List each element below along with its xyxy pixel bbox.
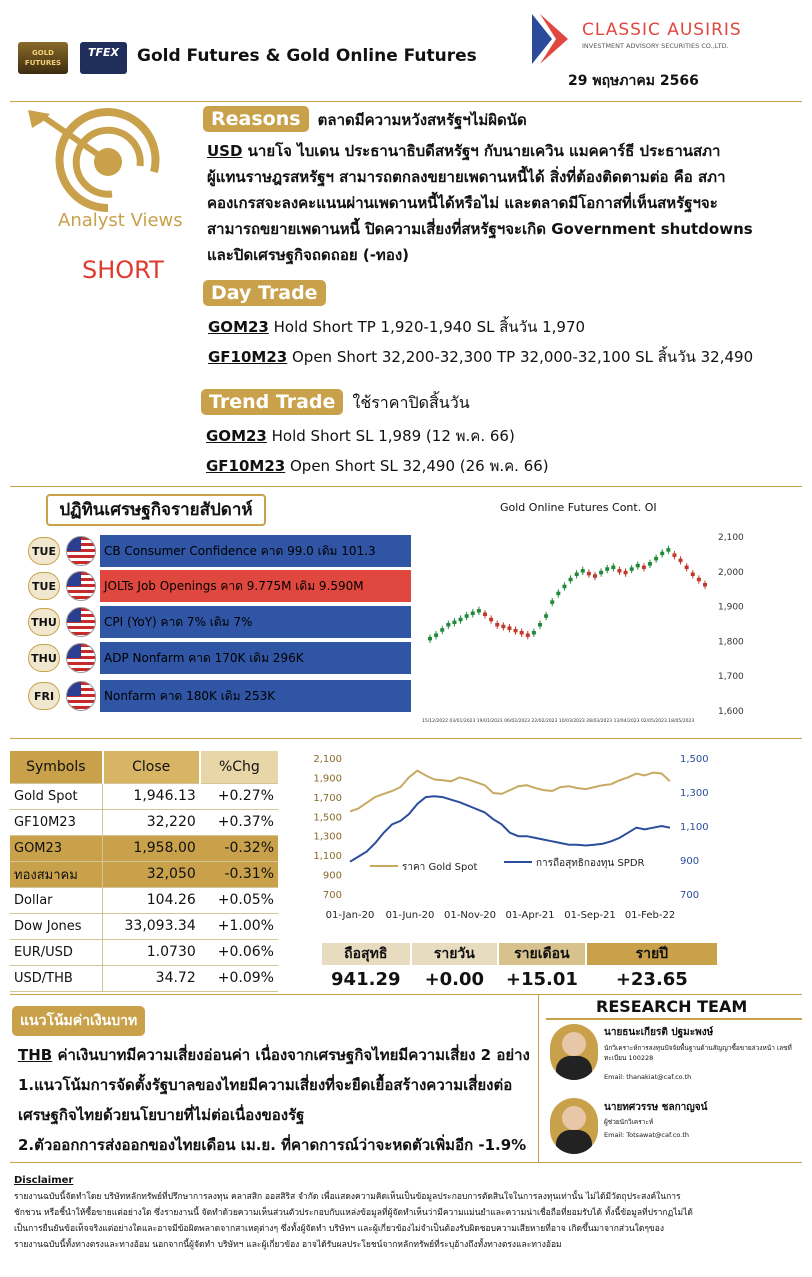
event-day: TUE — [28, 537, 60, 565]
oi-candle — [507, 626, 511, 629]
table-row — [10, 783, 278, 809]
table-cell-symbol: ทองสมาคม — [10, 861, 103, 887]
report-date: 29 พฤษภาคม 2566 — [568, 73, 699, 89]
oi-candle — [471, 612, 475, 615]
table-cell-close: 33,093.34 — [103, 913, 200, 939]
oi-candle — [581, 569, 585, 572]
baht-symbol: THB — [18, 1046, 53, 1064]
reasons-header — [203, 106, 527, 132]
table-cell-symbol: EUR/USD — [10, 939, 103, 965]
y-tick-label-left: 700 — [322, 890, 342, 901]
reasons-body — [207, 138, 753, 268]
oi-candle — [434, 633, 438, 636]
table-cell-close: 34.72 — [103, 965, 200, 991]
section-divider — [10, 486, 802, 487]
disclaimer-title: Disclaimer — [14, 1175, 74, 1186]
table-row — [10, 861, 278, 887]
y-tick-label: 1,600 — [718, 707, 744, 717]
avatar — [550, 1098, 598, 1154]
disclaimer-line: เป็นการยืนยันข้อเท็จจริงแต่อย่างใดและอาจมีข้อผิดพลาดจากสาเหตุต่างๆ ซึ่งทั้งผู้จัดทำ บริษัทฯ และผู้เกี่ยวข้องไม่จำเป็นต้องรับผิดชอบความเสียหายที่อาจ เกิดขึ้นมาจากส่วนใดๆของ — [14, 1224, 664, 1234]
trend-trade-header — [201, 389, 470, 416]
section-divider — [10, 738, 802, 739]
spdr-stat-value: +0.00 — [424, 969, 485, 990]
calendar-title: ปฏิทินเศรษฐกิจรายสัปดาห์ — [46, 494, 266, 526]
calendar-event — [28, 570, 413, 602]
oi-candle — [538, 623, 542, 626]
disclaimer-line: รายงานฉบับนี้ทั้งทางตรงและทางอ้อม นอกจากนี้ผู้จัดทำ บริษัทฯ และผู้เกี่ยวข้อง อาจได้รับผลประโยชน์จากหลักทรัพย์ที่ระบุอ้างถึงทั้งทางตรงและทางอ้อม — [14, 1240, 562, 1250]
reasons-line: ผู้แทนราษฎรสหรัฐฯ สามารถตกลงขยายเพดานหนี้ได้ สิ่งที่ต้องติดตามต่อ คือ สภา — [207, 168, 726, 186]
oi-candle — [654, 557, 658, 560]
company-name: CLASSIC AUSIRIS — [582, 20, 742, 40]
x-tick-label: 01-Jan-20 — [325, 910, 375, 921]
table-cell-close: 32,220 — [103, 809, 200, 835]
oi-candle — [691, 573, 695, 576]
disclaimer — [14, 1173, 693, 1253]
disclaimer-line: ชักชวน หรือชี้นำให้ซื้อขายแต่อย่างใด ซึ่งรายงานนี้ จัดทำด้วยความเห็นส่วนตัวประกอบกับแหล่งข้อมูลที่ผู้จัดทำเห็นว่ามีความแม่นยำและความน่าเชื่อถือที่ยอมรับได้ ทั้งนี้ข้อมูลที่ปรากฏไม่ได้ — [14, 1208, 693, 1218]
event-text: ADP Nonfarm คาด 170K เดิม 296K — [100, 642, 411, 674]
trend-trade-note: ใช้ราคาปิดสิ้นวัน — [352, 393, 470, 412]
oi-candle — [642, 566, 646, 569]
oi-candle — [703, 583, 707, 586]
oi-candle — [685, 566, 689, 569]
oi-candle — [520, 631, 524, 634]
event-day: THU — [28, 644, 60, 672]
symbols-table — [10, 751, 278, 992]
us-flag-icon — [66, 681, 96, 711]
table-cell-close: 1,958.00 — [103, 835, 200, 861]
oi-candle — [605, 567, 609, 570]
event-day: FRI — [28, 682, 60, 710]
table-cell-symbol: Gold Spot — [10, 783, 103, 809]
y-tick-label-left: 1,700 — [313, 792, 342, 804]
spdr-stat-value: +15.01 — [505, 969, 578, 990]
table-header: Symbols — [10, 751, 103, 783]
y-tick-label: 1,800 — [718, 637, 744, 648]
analyst-view-short: SHORT — [82, 256, 164, 284]
table-cell-close: 1.0730 — [103, 939, 200, 965]
table-cell-chg: +1.00% — [200, 913, 278, 939]
classic-ausiris-logo-icon — [528, 10, 576, 68]
y-tick-label-right: 1,500 — [680, 754, 709, 765]
y-tick-label-left: 2,100 — [313, 754, 342, 765]
y-tick-label: 2,000 — [718, 567, 744, 578]
table-header: %Chg — [200, 751, 278, 783]
y-tick-label-left: 1,900 — [313, 773, 342, 785]
event-text: JOLTs Job Openings คาด 9.775M เดิม 9.590M — [100, 570, 411, 602]
oi-candle — [428, 637, 432, 640]
spdr-stats — [322, 943, 717, 995]
reasons-headline: ตลาดมีความหวังสหรัฐฯไม่ผิดนัด — [317, 111, 527, 129]
oi-candle — [514, 629, 518, 632]
oi-candle — [599, 571, 603, 574]
oi-candle — [532, 631, 536, 634]
x-tick-labels: 15/12/2022 03/01/2023 19/01/2023 06/02/2023 22/02/2023 10/03/2023 28/03/2023 13/04/2023 02/05/2023 18/05/2023 — [422, 719, 695, 724]
baht-line: 2.ตัวออกการส่งออกของไทยเดือน เม.ย. ที่คาดการณ์ว่าจะหดตัวเพิ่มอีก -1.9% — [18, 1136, 527, 1154]
y-tick-label-right: 900 — [680, 856, 700, 867]
disclaimer-line: รายงานฉบับนี้จัดทำโดย บริษัทหลักทรัพย์ที่ปรึกษาการลงทุน คลาสสิก ออสสิริส จำกัด เพื่อแสดงความคิดเห็นเป็นข้อมูลประกอบการตัดสินใจในการลงทุนเท่านั้น ไม่ได้มีวัตถุประสงค์ในการ — [14, 1192, 681, 1202]
oi-candle — [446, 623, 450, 626]
company-subtitle: INVESTMENT ADVISORY SECURITIES CO.,LTD. — [582, 42, 729, 50]
oi-candle — [495, 623, 499, 626]
spdr-stat-header: รายปี — [587, 943, 717, 965]
table-cell-symbol: GOM23 — [10, 835, 103, 861]
table-cell-chg: +0.09% — [200, 965, 278, 991]
table-cell-chg: -0.31% — [200, 861, 278, 887]
y-tick-label: 1,900 — [718, 602, 744, 613]
oi-candle — [569, 578, 573, 581]
oi-candle — [648, 562, 652, 565]
event-day: TUE — [28, 572, 60, 600]
team-member-name: นายธนะเกียรติ ปฐมะพงษ์ — [604, 1027, 714, 1038]
reasons-line: และปิดเศรษฐกิจถดถอย (-ทอง) — [207, 246, 410, 264]
oi-candle — [544, 614, 548, 617]
table-cell-close: 104.26 — [103, 887, 200, 913]
x-tick-label: 01-Apr-21 — [505, 910, 555, 921]
table-row — [10, 965, 278, 991]
target-arrow-icon — [20, 108, 190, 218]
oi-candle — [459, 618, 463, 621]
legend-label: ราคา Gold Spot — [402, 862, 478, 873]
table-row — [10, 939, 278, 965]
oi-candle — [465, 614, 469, 617]
table-row — [10, 835, 278, 861]
x-tick-label: 01-Jun-20 — [385, 910, 435, 921]
oi-candle — [526, 633, 530, 636]
series-line-1 — [350, 796, 670, 861]
calendar-event — [28, 535, 413, 567]
legend-label: การถือสุทธิกองทุน SPDR — [536, 858, 645, 869]
calendar-event — [28, 606, 413, 638]
gold-spdr-chart — [290, 746, 710, 926]
x-tick-label: 01-Nov-20 — [444, 910, 496, 921]
x-tick-label: 01-Feb-22 — [624, 910, 676, 921]
page-title: Gold Futures & Gold Online Futures — [137, 46, 477, 66]
y-tick-label: 2,100 — [718, 533, 744, 543]
oi-candle — [587, 572, 591, 575]
team-member-name: นายทศวรรษ ชลกาญจน์ — [604, 1102, 708, 1113]
oi-candle — [660, 552, 664, 555]
table-cell-symbol: Dow Jones — [10, 913, 103, 939]
oi-candle — [672, 553, 676, 556]
research-team-title: RESEARCH TEAM — [596, 997, 748, 1016]
oi-candle — [666, 548, 670, 551]
series-line-0 — [350, 771, 670, 812]
reasons-label: Reasons — [203, 106, 309, 132]
team-member-email: Email: thanakiat@caf.co.th — [604, 1073, 692, 1081]
event-day: THU — [28, 608, 60, 636]
analyst-views-label: Analyst Views — [58, 210, 183, 231]
table-header: Close — [103, 751, 200, 783]
oi-candle — [575, 573, 579, 576]
team-member-email: Email: Totsawat@caf.co.th — [604, 1131, 690, 1139]
baht-label: แนวโน้มค่าเงินบาท — [12, 1006, 145, 1036]
reasons-line: คองเกรสจะลงคะแนนผ่านเพดานหนี้ได้หรือไม่ และตลาดมีโอกาสที่เห็นสหรัฐฯจะ — [207, 194, 718, 212]
team-member-role: นักวิเคราะห์การลงทุนปัจจัยพื้นฐานด้านสัญญาซื้อขายล่วงหน้า เลขที่ทะเบียน 100228 — [604, 1044, 792, 1062]
oi-candle — [636, 564, 640, 567]
oi-candle — [562, 585, 566, 588]
section-divider — [10, 1162, 802, 1163]
table-row — [10, 809, 278, 835]
oi-candle — [452, 621, 456, 624]
spdr-stat-header: รายวัน — [412, 943, 498, 965]
oi-candle — [611, 566, 615, 569]
day-trade-item: GF10M23 Open Short 32,200-32,300 TP 32,000-32,100 SL สิ้นวัน 32,490 — [208, 348, 754, 366]
table-cell-symbol: USD/THB — [10, 965, 103, 991]
event-text: CPI (YoY) คาด 7% เดิม 7% — [100, 606, 411, 638]
y-tick-label-right: 1,100 — [680, 822, 709, 833]
oi-candle — [477, 609, 481, 612]
oi-candle — [501, 625, 505, 628]
table-cell-chg: +0.27% — [200, 783, 278, 809]
oi-candle — [679, 559, 683, 562]
oi-candle — [483, 613, 487, 616]
baht-line: 1.แนวโน้มการจัดตั้งรัฐบาลของไทยมีความเสี่ยงที่จะยืดเยื้อสร้างความเสี่ยงต่อ — [18, 1076, 513, 1094]
reasons-symbol: USD — [207, 142, 243, 160]
y-tick-label-right: 700 — [680, 890, 700, 901]
team-member-role: ผู้ช่วยนักวิเคราะห์ — [604, 1118, 654, 1126]
spdr-stat-header: ถือสุทธิ — [322, 943, 410, 965]
table-cell-close: 32,050 — [103, 861, 200, 887]
baht-line: เศรษฐกิจไทยด้วยนโยบายที่ไม่ต่อเนื่องของรัฐ — [18, 1106, 305, 1124]
section-divider — [10, 994, 802, 995]
spdr-stat-header: รายเดือน — [499, 943, 585, 965]
vertical-divider — [538, 994, 539, 1162]
table-cell-symbol: GF10M23 — [10, 809, 103, 835]
x-tick-label: 01-Sep-21 — [564, 910, 616, 921]
oi-candle — [593, 574, 597, 577]
table-cell-symbol: Dollar — [10, 887, 103, 913]
oi-candle — [617, 569, 621, 572]
baht-body: THB ค่าเงินบาทมีความเสี่ยงอ่อนค่า เนื่องจากเศรษฐกิจไทยมีความเสี่ยง 2 อย่าง 1.แนวโน้มการจัดตั้งรัฐบาลของไทยมีความเสี่ยงที่จะยืดเยื้อสร้างความเสี่ยงต่อ เศรษฐกิจไทยด้วยนโยบายที่ไม่ต่อเนื่องของรัฐ 2.ตัวออกการส่งออกของไทยเดือน เม.ย. ที่คาดการณ์ว่าจะหดตัวเพิ่มอีก -1.9% — [18, 1040, 530, 1160]
y-tick-label: 1,700 — [718, 672, 744, 683]
table-cell-close: 1,946.13 — [103, 783, 200, 809]
oi-candle — [630, 567, 634, 570]
table-cell-chg: -0.32% — [200, 835, 278, 861]
event-text: CB Consumer Confidence คาด 99.0 เดิม 101.3 — [100, 535, 411, 567]
y-tick-label-left: 1,100 — [313, 851, 342, 863]
y-tick-label-right: 1,300 — [680, 788, 709, 799]
oi-candle — [440, 628, 444, 631]
table-cell-chg: +0.06% — [200, 939, 278, 965]
oi-candle — [550, 600, 554, 603]
us-flag-icon — [66, 607, 96, 637]
oi-chart — [420, 520, 750, 725]
event-text: Nonfarm คาด 180K เดิม 253K — [100, 680, 411, 712]
research-team-underline — [546, 1018, 802, 1020]
table-row — [10, 887, 278, 913]
tfex-logo: TFEX — [80, 42, 127, 74]
us-flag-icon — [66, 571, 96, 601]
oi-candle — [489, 618, 493, 621]
y-tick-label-left: 1,500 — [313, 812, 342, 824]
us-flag-icon — [66, 536, 96, 566]
header-divider — [10, 101, 802, 102]
reasons-line: นายโจ ไบเดน ประธานาธิบดีสหรัฐฯ กับนายเควิน แมคคาร์ธี ประธานสภา — [242, 142, 721, 160]
oi-candle — [624, 571, 628, 574]
oi-candle — [556, 592, 560, 595]
trend-trade-item: GOM23 Hold Short SL 1,989 (12 พ.ค. 66) — [206, 427, 515, 445]
day-trade-item: GOM23 Hold Short TP 1,920-1,940 SL สิ้นวัน 1,970 — [208, 318, 586, 336]
day-trade-label: Day Trade — [203, 280, 326, 306]
reasons-line: สามารถขยายเพดานหนี้ ปิดความเสี่ยงที่สหรัฐฯจะเกิด Government shutdowns — [207, 220, 753, 238]
us-flag-icon — [66, 643, 96, 673]
y-tick-label-left: 1,300 — [313, 831, 342, 843]
table-row — [10, 913, 278, 939]
trend-trade-item: GF10M23 Open Short SL 32,490 (26 พ.ค. 66) — [206, 457, 549, 475]
calendar-event — [28, 680, 413, 712]
table-cell-chg: +0.05% — [200, 887, 278, 913]
table-cell-chg: +0.37% — [200, 809, 278, 835]
calendar-event — [28, 642, 413, 674]
spdr-stat-value: 941.29 — [331, 969, 401, 990]
avatar — [550, 1024, 598, 1080]
oi-candle — [697, 578, 701, 581]
spdr-stat-value: +23.65 — [615, 969, 688, 990]
oi-chart-title: Gold Online Futures Cont. OI — [500, 501, 657, 514]
y-tick-label-left: 900 — [322, 870, 342, 882]
trend-trade-label: Trend Trade — [201, 389, 343, 415]
gold-futures-logo: GOLD FUTURES — [18, 42, 68, 74]
